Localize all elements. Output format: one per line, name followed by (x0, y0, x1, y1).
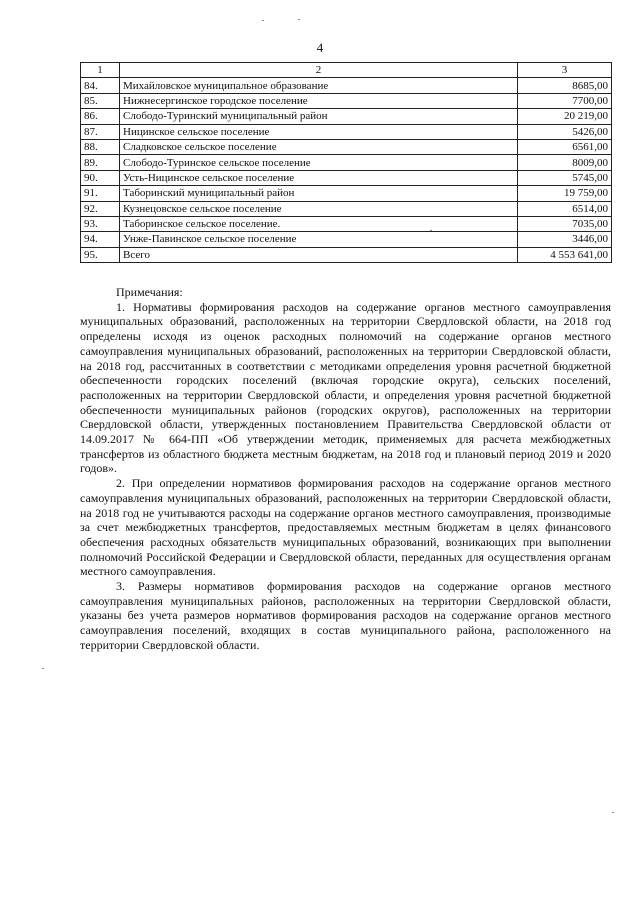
table-row (81, 93, 612, 108)
amount-value: 6514,00 (518, 201, 612, 216)
amount-value: 19 759,00 (518, 186, 612, 201)
table-row (81, 78, 612, 93)
table-row (81, 201, 612, 216)
row-number: 92. (81, 201, 120, 216)
table-row (81, 232, 612, 247)
scan-speck (262, 20, 264, 21)
table-row (81, 109, 612, 124)
municipality-name: Таборинский муниципальный район (120, 186, 518, 201)
municipality-name: Усть-Ницинское сельское поселение (120, 170, 518, 185)
table-row (81, 186, 612, 201)
row-number: 95. (81, 247, 120, 262)
municipality-name: Михайловское муниципальное образование (120, 78, 518, 93)
row-number: 88. (81, 139, 120, 154)
total-value: 4 553 641,00 (518, 247, 612, 262)
municipality-name: Сладковское сельское поселение (120, 139, 518, 154)
row-number: 85. (81, 93, 120, 108)
table-row (81, 155, 612, 170)
amount-value: 5745,00 (518, 170, 612, 185)
row-number: 90. (81, 170, 120, 185)
row-number: 89. (81, 155, 120, 170)
page-number: 4 (316, 40, 324, 55)
municipality-name: Слободо-Туринский муниципальный район (120, 109, 518, 124)
table-row (81, 139, 612, 154)
amount-value: 7700,00 (518, 93, 612, 108)
note-paragraph-1: 1. Нормативы формирования расходов на содержание органов местного самоуправления муниципальных образований, расположенных на территории Свердловской области, на 2018 год определены исходя из оценок расходных полномочий на содержание органов местного самоуправления муниципальных образований, расположенных на территории Свердловской области, на 2018 год, рассчитанных в соответствии с методиками определения уровня расчетной бюджетной обеспеченности городских поселений (включая городские округа), сельских поселений, расположенных на территории Свердловской области, и определения уровня расчетной бюджетной обеспеченности муниципальных районов (городских округов), расположенных на территории Свердловской области, утвержденных постановлением Правительства Свердловской области от 14.09.2017 № 664-ПП «Об утверждении методик, применяемых для расчета межбюджетных трансфертов из областного бюджета местным бюджетам, на 2018 год и плановый период 2019 и 2020 годов». (80, 299, 611, 476)
total-label: Всего (120, 247, 518, 262)
row-number: 91. (81, 186, 120, 201)
row-number: 84. (81, 78, 120, 93)
scan-speck (298, 19, 300, 20)
row-number: 86. (81, 109, 120, 124)
amount-value: 7035,00 (518, 216, 612, 231)
scan-speck (430, 230, 432, 231)
row-number: 94. (81, 232, 120, 247)
table-row (81, 170, 612, 185)
column-header: 3 (518, 63, 612, 78)
budget-table (80, 62, 612, 263)
amount-value: 5426,00 (518, 124, 612, 139)
municipality-name: Нижнесергинское городское поселение (120, 93, 518, 108)
column-header: 1 (81, 63, 120, 78)
note-paragraph-3: 3. Размеры нормативов формирования расходов на содержание органов местного самоуправления муниципальных районов, расположенных на территории Свердловской области, указаны без учета размеров нормативов формирования расходов на содержание органов местного самоуправления поселений, входящих в состав муниципального района, расположенного на территории Свердловской области. (80, 579, 611, 652)
municipality-name: Таборинское сельское поселение. (120, 216, 518, 231)
row-number: 87. (81, 124, 120, 139)
municipality-name: Унже-Павинское сельское поселение (120, 232, 518, 247)
scan-speck (612, 812, 614, 813)
amount-value: 8685,00 (518, 78, 612, 93)
amount-value: 20 219,00 (518, 109, 612, 124)
amount-value: 3446,00 (518, 232, 612, 247)
column-header: 2 (120, 63, 518, 78)
amount-value: 8009,00 (518, 155, 612, 170)
table-row (81, 216, 612, 231)
note-paragraph-2: 2. При определении нормативов формирования расходов на содержание органов местного самоуправления муниципальных образований, расположенных на территории Свердловской области, на 2018 год не учитываются расходы на содержание органов местного самоуправления, производимые за счет межбюджетных трансфертов, предоставляемых местным бюджетам в целях финансового обеспечения расходных обязательств муниципальных образований, возникающих при выполнении полномочий Российской Федерации и Свердловской области, переданных для осуществления органам местного самоуправления. (80, 476, 611, 579)
notes-title: Примечания: (116, 285, 183, 299)
municipality-name: Ницинское сельское поселение (120, 124, 518, 139)
table-total-row (81, 247, 612, 262)
notes-section (80, 285, 611, 653)
table-row (81, 124, 612, 139)
scan-speck (42, 668, 44, 669)
row-number: 93. (81, 216, 120, 231)
municipality-name: Слободо-Туринское сельское поселение (120, 155, 518, 170)
municipality-name: Кузнецовское сельское поселение (120, 201, 518, 216)
amount-value: 6561,00 (518, 139, 612, 154)
table-header-row (81, 63, 612, 78)
